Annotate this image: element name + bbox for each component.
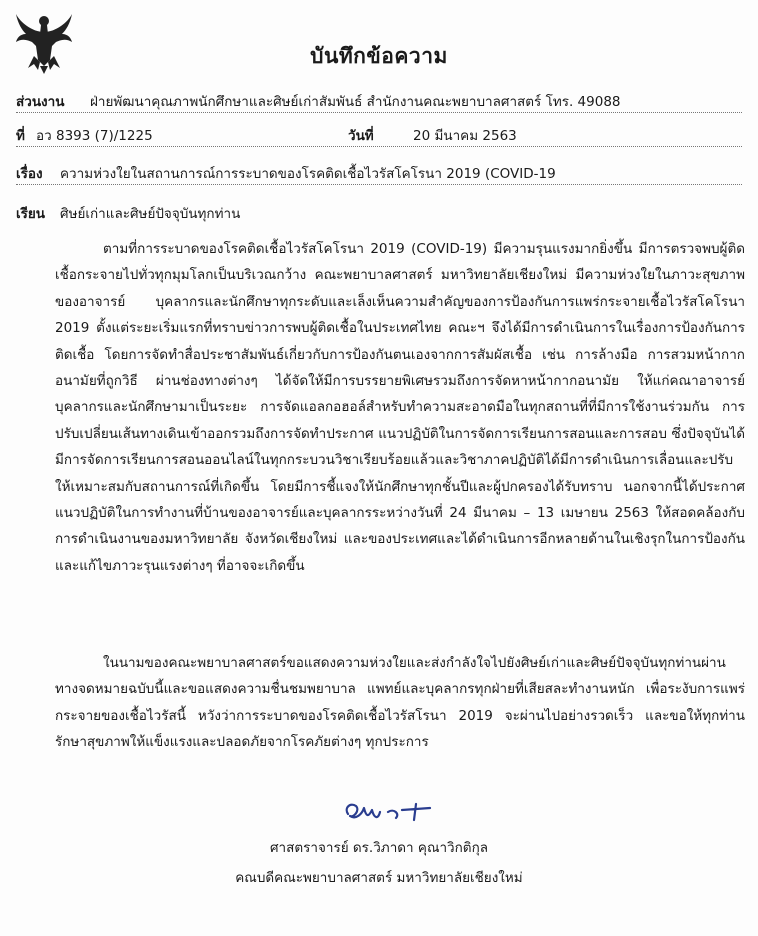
signer-name: ศาสตราจารย์ ดร.วิภาดา คุณาวิกติกุล (269, 840, 489, 856)
reference-value: อว 8393 (7)/1225 (36, 128, 153, 144)
recipient-row (16, 202, 240, 224)
department-row (16, 90, 621, 112)
handwritten-signature-icon (340, 798, 440, 828)
reference-label: ที่ (16, 128, 25, 144)
body-paragraph-1: ตามที่การระบาดของโรคติดเชื้อไวรัสโคโรนา 2019 (COVID-19) มีความรุนแรงมากยิ่งขึ้น มีการตรวจพบผู้ติดเชื้อกระจายไปทั่วทุกมุมโลกเป็นบริเวณกว้าง คณะพยาบาลศาสตร์ มหาวิทยาลัยเชียงใหม่ มีความห่วงใยในภาวะสุขภาพของอาจารย์ บุคลากรและนักศึกษาทุกระดับและเล็งเห็นความสำคัญของการป้องกันการแพร่กระจายเชื้อไวรัสโคโรนา 2019 ตั้งแต่ระยะเริ่มแรกที่ทราบข่าวการพบผู้ติดเชื้อในประเทศไทย คณะฯ จึงได้มีการดำเนินการในเรื่องการป้องกันการติดเชื้อ โดยการจัดทำสื่อประชาสัมพันธ์เกี่ยวกับการป้องกันตนเองจากการสัมผัสเชื้อ เช่น การล้างมือ การสวมหน้ากากอนามัยที่ถูกวิธี ผ่านช่องทางต่างๆ ได้จัดให้มีการบรรยายพิเศษรวมถึงการจัดหาหน้ากากอนามัย ให้แก่คณาอาจารย์ บุคลากรและนักศึกษามาเป็นระยะ การจัดแอลกอฮอล์สำหรับทำความสะอาดมือในทุกสถานที่ที่มีการใช้งานร่วมกัน การปรับเปลี่ยนเส้นทางเดินเข้าออกรวมถึงการจัดทำประกาศ แนวปฏิบัติในการจัดการเรียนการสอนและการสอบ ซึ่งปัจจุบันได้มีการจัดการเรียนการสอนออนไลน์ในทุกกระบวนวิชาเรียบร้อยแล้วและวิชาภาคปฏิบัติได้มีการดำเนินการเลื่อนและปรับให้เหมาะสมกับสถานการณ์ที่เกิดขึ้น โดยมีการชี้แจงให้นักศึกษาทุกชั้นปีและผู้ปกครองได้รับทราบ นอกจากนี้ได้ประกาศแนวปฏิบัติในการทำงานที่บ้านของอาจารย์และบุคลากรระหว่างวันที่ 24 มีนาคม – 13 เมษายน 2563 ให้สอดคล้องกับการดำเนินงานของมหาวิทยาลัย จังหวัดเชียงใหม่ และของประเทศและได้ดำเนินการอีกหลายด้านในเชิงรุกในการป้องกันและแก้ไขภาวะรุนแรงต่างๆ ที่อาจจะเกิดขึ้น (55, 241, 745, 574)
recipient-value: ศิษย์เก่าและศิษย์ปัจจุบันทุกท่าน (60, 206, 241, 222)
reference-row (16, 124, 517, 146)
subject-label: เรื่อง (16, 166, 43, 182)
body-paragraph-2-container (55, 650, 745, 756)
subject-underline (16, 184, 742, 185)
reference-underline (16, 146, 742, 147)
recipient-label: เรียน (16, 206, 46, 222)
department-value: ฝ่ายพัฒนาคุณภาพนักศึกษาและศิษย์เก่าสัมพันธ์ สำนักงานคณะพยาบาลศาสตร์ โทร. 49088 (90, 94, 621, 110)
date-value: 20 มีนาคม 2563 (413, 128, 517, 144)
signer-position: คณบดีคณะพยาบาลศาสตร์ มหาวิทยาลัยเชียงใหม่ (235, 870, 523, 886)
subject-row (16, 162, 556, 184)
subject-value: ความห่วงใยในสถานการณ์การระบาดของโรคติดเชื้อไวรัสโคโรนา 2019 (COVID-19 (60, 166, 556, 182)
memo-title: บันทึกข้อความ (310, 44, 448, 68)
body-paragraph-2: ในนามของคณะพยาบาลศาสตร์ขอแสดงความห่วงใยและส่งกำลังใจไปยังศิษย์เก่าและศิษย์ปัจจุบันทุกท่านผ่านทางจดหมายฉบับนี้และขอแสดงความชื่นชมพยาบาล แพทย์และบุคลากรทุกฝ่ายที่เสียสละทำงานหนัก เพื่อระงับการแพร่กระจายของเชื้อไวรัสนี้ หวังว่าการระบาดของโรคติดเชื้อไวรัสโรนา 2019 จะผ่านไปอย่างรวดเร็ว และขอให้ทุกท่านรักษาสุขภาพให้แข็งแรงและปลอดภัยจากโรคภัยต่างๆ ทุกประการ (55, 655, 745, 751)
department-underline (16, 112, 742, 113)
date-label: วันที่ (348, 128, 374, 144)
department-label: ส่วนงาน (16, 94, 65, 110)
body-paragraph-1-container (55, 236, 745, 579)
